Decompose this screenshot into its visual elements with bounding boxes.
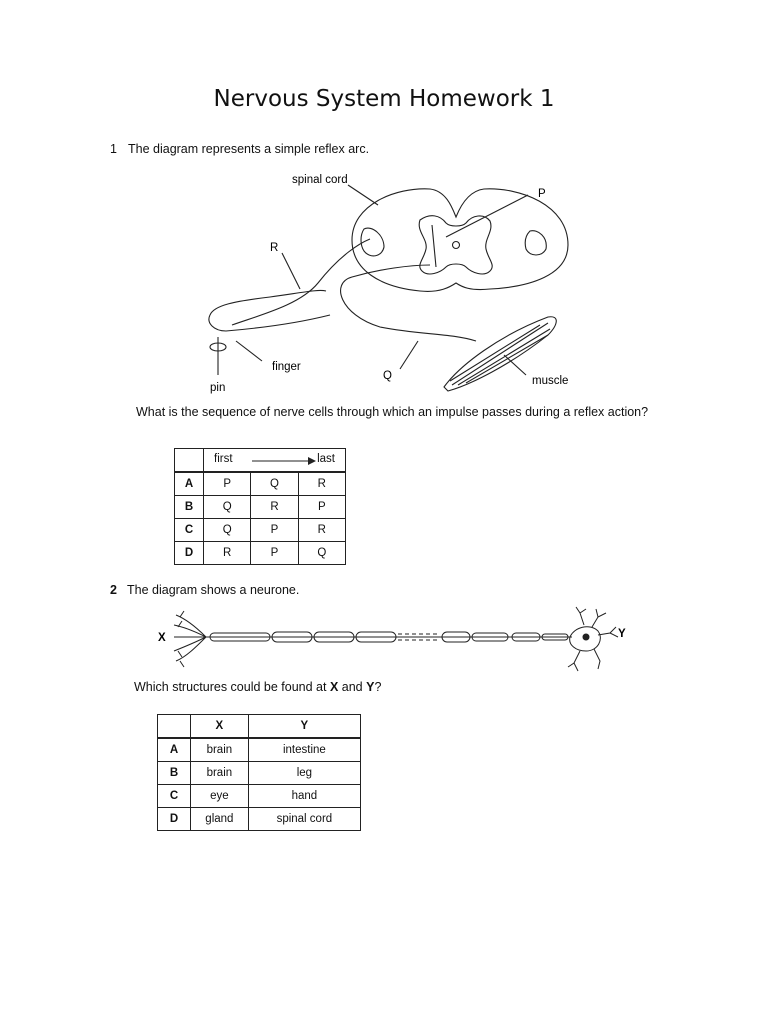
table-row xyxy=(158,808,361,831)
header-y: Y xyxy=(248,715,360,739)
table-cell: spinal cord xyxy=(248,808,360,831)
table-row xyxy=(175,542,346,565)
label-spinal-cord: spinal cord xyxy=(292,174,348,186)
question-2-prompt xyxy=(134,680,381,694)
question-1-heading xyxy=(110,142,369,156)
header-empty xyxy=(158,715,191,739)
label-muscle: muscle xyxy=(532,375,569,387)
table-cell: brain xyxy=(191,738,249,762)
header-x: X xyxy=(191,715,249,739)
neurone-diagram xyxy=(0,605,768,675)
table-row xyxy=(158,738,361,762)
header-first: first xyxy=(214,453,233,465)
table-cell: Q xyxy=(251,472,298,496)
label-finger: finger xyxy=(272,361,301,373)
table-row xyxy=(175,496,346,519)
prompt-end: ? xyxy=(374,680,382,694)
table-row xyxy=(175,472,346,496)
table-cell: gland xyxy=(191,808,249,831)
header-sequence xyxy=(204,449,346,473)
header-last: last xyxy=(317,453,335,465)
table-cell: R xyxy=(251,496,298,519)
question-1-number: 1 xyxy=(110,142,117,156)
table-row xyxy=(158,785,361,808)
prompt-x: X xyxy=(329,680,339,694)
option-key: A xyxy=(158,738,191,762)
table-cell: hand xyxy=(248,785,360,808)
label-p: P xyxy=(538,188,546,200)
table-cell: R xyxy=(298,472,345,496)
question-1-prompt: What is the sequence of nerve cells through which an impulse passes during a reflex action? xyxy=(136,405,649,419)
label-pin: pin xyxy=(210,382,226,394)
label-r: R xyxy=(270,242,279,254)
prompt-y: Y xyxy=(366,680,375,694)
option-key: C xyxy=(175,519,204,542)
table-header-row xyxy=(175,449,346,473)
arrow-right-icon xyxy=(252,457,316,465)
option-key: B xyxy=(158,762,191,785)
table-cell: leg xyxy=(248,762,360,785)
option-key: C xyxy=(158,785,191,808)
question-2-number: 2 xyxy=(110,583,117,597)
option-key: D xyxy=(175,542,204,565)
table-cell: brain xyxy=(191,762,249,785)
table-cell: P xyxy=(251,519,298,542)
table-cell: Q xyxy=(204,496,251,519)
reflex-arc-diagram xyxy=(0,165,768,395)
question-1-answer-table xyxy=(174,448,346,565)
question-1-intro: The diagram represents a simple reflex arc. xyxy=(128,142,370,156)
option-key: B xyxy=(175,496,204,519)
table-cell: P xyxy=(298,496,345,519)
label-y: Y xyxy=(618,628,626,640)
table-cell: intestine xyxy=(248,738,360,762)
option-key: D xyxy=(158,808,191,831)
prompt-text: Which structures could be found at xyxy=(134,680,330,694)
table-cell: R xyxy=(204,542,251,565)
table-cell: P xyxy=(204,472,251,496)
table-cell: R xyxy=(298,519,345,542)
label-q: Q xyxy=(383,370,392,382)
table-cell: Q xyxy=(298,542,345,565)
table-row xyxy=(175,519,346,542)
question-2-heading xyxy=(110,583,299,597)
option-key: A xyxy=(175,472,204,496)
header-empty xyxy=(175,449,204,473)
question-2-answer-table xyxy=(157,714,361,831)
question-2-intro: The diagram shows a neurone. xyxy=(127,583,300,597)
table-header-row xyxy=(158,715,361,739)
label-x: X xyxy=(158,632,166,644)
table-row xyxy=(158,762,361,785)
table-cell: eye xyxy=(191,785,249,808)
table-cell: Q xyxy=(204,519,251,542)
prompt-and: and xyxy=(338,680,367,694)
table-cell: P xyxy=(251,542,298,565)
page-title: Nervous System Homework 1 xyxy=(213,86,555,112)
